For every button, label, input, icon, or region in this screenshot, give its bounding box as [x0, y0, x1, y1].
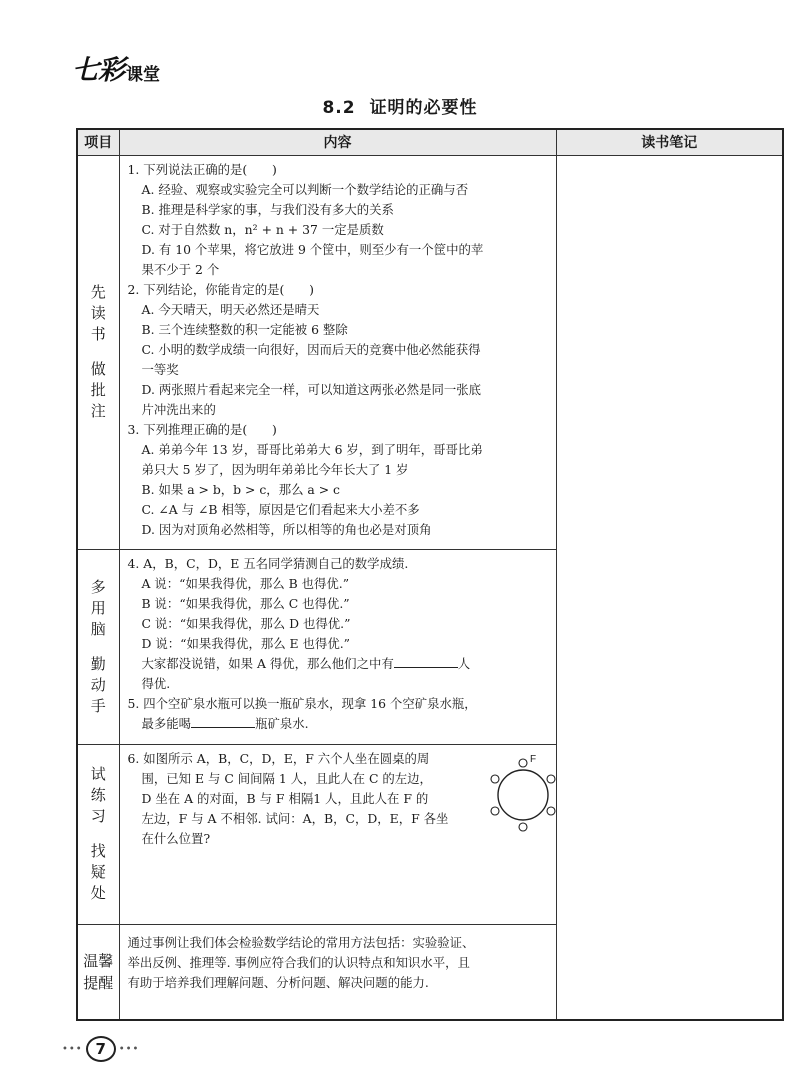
q4-conclusion-text: 大家都没说错，如果 A 得优，那么他们之中有 [141, 655, 394, 671]
q6-line: 在什么位置? [141, 830, 211, 846]
question-5-stem: 5. 四个空矿泉水瓶可以换一瓶矿泉水，现拿 16 个空矿泉水瓶， [127, 695, 477, 711]
row-label-reminder [77, 924, 119, 1020]
logo-mark: 七彩 [72, 55, 124, 86]
seat-bottom [519, 823, 527, 831]
reminder-line: 有助于培养我们理解问题、分析问题、解决问题的能力. [127, 974, 429, 990]
question-6 [128, 749, 550, 849]
q2-option-c: C. 小明的数学成绩一向很好，因而后天的竞赛中他必然能获得 [141, 341, 481, 357]
table-row [77, 155, 783, 549]
header-item: 项目 [77, 129, 119, 155]
label-line: 勤动手 [90, 654, 106, 715]
seat-lower-left [491, 807, 499, 815]
question-6-text [128, 749, 468, 849]
q5-line-2 [128, 714, 550, 734]
label-line: 做批注 [90, 360, 106, 420]
q1-option-a: A. 经验、观察或实验完全可以判断一个数学结论的正确与否 [141, 181, 469, 197]
q5-text: 最多能喝 [141, 715, 192, 731]
header-content: 内容 [119, 129, 556, 155]
content-cell-practice [119, 744, 556, 924]
reading-notes-area[interactable] [556, 155, 783, 1020]
question-3-stem: 3. 下列推理正确的是( ) [127, 421, 277, 437]
label-line: 试练习 [90, 765, 106, 825]
brand-logo [72, 48, 160, 87]
question-2-stem: 2. 下列结论，你能肯定的是( ) [127, 281, 315, 297]
q2-option-c-cont: 一等奖 [141, 361, 179, 377]
content-cell-think [119, 549, 556, 744]
q1-option-c: C. 对于自然数 n，n² + n + 37 一定是质数 [141, 221, 384, 237]
seat-upper-left [491, 775, 499, 783]
page-dots-right: ••• [118, 1043, 140, 1055]
seat-top [519, 759, 527, 767]
label-line: 找疑处 [90, 842, 106, 902]
q5-text-end: 瓶矿泉水. [255, 715, 309, 731]
q4-statement-b: B 说：“如果我得优，那么 C 也得优.” [141, 595, 350, 611]
header-notes: 读书笔记 [556, 129, 783, 155]
content-cell-read [119, 155, 556, 549]
seat-f-label: F [529, 753, 536, 765]
q4-statement-a: A 说：“如果我得优，那么 B 也得优.” [141, 575, 350, 591]
q4-conclusion [128, 654, 550, 674]
q6-line: D 坐在 A 的对面，B 与 F 相隔1 人，且此人在 F 的 [141, 790, 429, 806]
page-number-circle: 7 [86, 1036, 116, 1062]
q3-option-b: B. 如果 a > b，b > c，那么 a > c [141, 481, 340, 497]
label-line: 多用脑 [90, 577, 106, 638]
q4-statement-c: C 说：“如果我得优，那么 D 也得优.” [141, 615, 351, 631]
page-title [0, 93, 800, 118]
seat-upper-right [547, 775, 555, 783]
q3-option-a-cont: 弟只大 5 岁了，因为明年弟弟比今年长大了 1 岁 [141, 461, 409, 477]
section-number: 8.2 [322, 98, 356, 118]
reminder-line: 通过事例让我们体会检验数学结论的常用方法包括：实验验证、 [127, 934, 475, 950]
study-table [76, 128, 784, 1021]
logo-text: 课堂 [126, 65, 160, 85]
q2-option-d-cont: 片冲洗出来的 [141, 401, 216, 417]
row-label-read [77, 155, 119, 549]
content-cell-reminder [119, 924, 556, 1020]
q2-option-d: D. 两张照片看起来完全一样，可以知道这两张必然是同一张底 [141, 381, 482, 397]
q4-conclusion-unit: 人 [457, 655, 471, 671]
table-header-row [77, 129, 783, 155]
page-dots-left: ••• [62, 1043, 83, 1055]
seat-lower-right [547, 807, 555, 815]
q3-option-d: D. 因为对顶角必然相等，所以相等的角也必是对顶角 [141, 521, 432, 537]
q6-line: 围，已知 E 与 C 间间隔 1 人，且此人在 C 的左边， [141, 770, 432, 786]
answer-blank[interactable] [191, 714, 255, 728]
question-1-stem: 1. 下列说法正确的是( ) [127, 161, 277, 177]
label-line: 温馨提醒 [83, 951, 114, 992]
q1-option-d-cont: 果不少于 2 个 [141, 261, 220, 277]
row-label-think [77, 549, 119, 744]
reminder-line: 举出反例、推理等. 事例应符合我们的认识特点和知识水平，且 [127, 954, 470, 970]
q2-option-b: B. 三个连续整数的积一定能被 6 整除 [141, 321, 348, 337]
table-circle [498, 770, 548, 820]
q4-conclusion-cont: 得优. [141, 675, 171, 691]
q6-line: 6. 如图所示 A，B，C，D，E，F 六个人坐在圆桌的周 [127, 750, 430, 766]
q3-option-a: A. 弟弟今年 13 岁，哥哥比弟弟大 6 岁，到了明年，哥哥比弟 [141, 441, 483, 457]
question-4-stem: 4. A，B，C，D，E 五名同学猜测自己的数学成绩. [127, 555, 409, 571]
label-line: 先读书 [90, 283, 106, 343]
q2-option-a: A. 今天晴天，明天必然还是晴天 [141, 301, 320, 317]
page-number [62, 1036, 139, 1062]
round-table-figure [488, 753, 558, 833]
q6-line: 左边，F 与 A 不相邻. 试问：A，B，C，D，E，F 各坐 [141, 810, 449, 826]
section-title: 证明的必要性 [369, 98, 478, 118]
q1-option-d: D. 有 10 个苹果，将它放进 9 个筐中，则至少有一个筐中的苹 [141, 241, 484, 257]
answer-blank[interactable] [394, 654, 458, 668]
q4-statement-d: D 说：“如果我得优，那么 E 也得优.” [141, 635, 350, 651]
q1-option-b: B. 推理是科学家的事，与我们没有多大的关系 [141, 201, 394, 217]
q3-option-c: C. ∠A 与 ∠B 相等，原因是它们看起来大小差不多 [141, 501, 420, 517]
row-label-practice [77, 744, 119, 924]
